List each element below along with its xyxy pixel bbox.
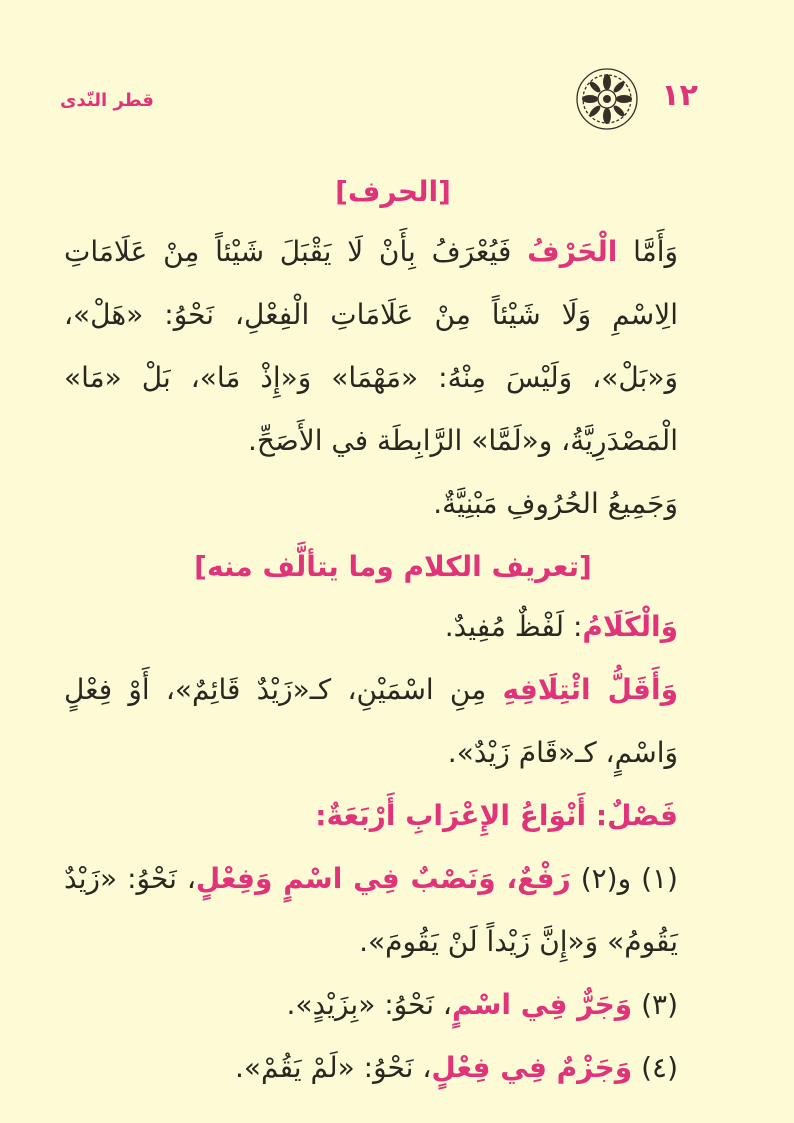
paragraph-kalam-definition (64, 595, 722, 658)
key-term-jazm: وَجَزْمٌ فِي فِعْلٍ (431, 1051, 633, 1084)
list-item-raf-nasb (64, 847, 722, 973)
list-item-jarr (64, 973, 722, 1036)
section-heading-kalam: [تعريف الكلام وما يتألَّف منه] (194, 550, 592, 583)
book-title: قطر النّدى (60, 90, 154, 111)
section-heading-harf: [الحرف] (335, 175, 451, 208)
key-term-ietilaf: وَأَقَلُّ ائْتِلَافِهِ (502, 673, 678, 706)
paragraph-harf-mabniyya: وَجَمِيعُ الحُرُوفِ مَبْنِيَّةٌ. (433, 487, 678, 520)
fasl-label: فَصْلٌ (607, 799, 678, 832)
key-term-kalam: وَالْكَلَامُ (582, 610, 678, 643)
paragraph-body: : لَفْظٌ مُفِيدٌ. (444, 610, 583, 643)
item-number: (١) و(٢) (570, 862, 678, 895)
key-term-jarr: وَجَرٌّ فِي اسْمٍ (451, 988, 633, 1021)
item-body: ، نَحْوُ: «لَمْ يَقُمْ». (234, 1051, 432, 1084)
item-number: (٣) (632, 988, 678, 1021)
key-term-harf: الْحَرْفُ (527, 235, 618, 268)
list-item-jazm (64, 1036, 722, 1099)
paragraph-fasl (64, 784, 722, 847)
item-body: ، نَحْوُ: «زَيْدٌ يَقُومُ» وَ«إِنَّ زَيْداً لَنْ يَقُومَ». (64, 862, 678, 958)
page-number: ١٢ (661, 78, 698, 113)
fasl-heading: : أَنْوَاعُ الإِعْرَابِ أَرْبَعَةٌ: (315, 799, 608, 832)
paragraph-ietilaf (64, 658, 722, 784)
item-number: (٤) (632, 1051, 678, 1084)
ornament-icon (572, 64, 642, 134)
paragraph-body: مِنِ اسْمَيْنِ، كـ«زَيْدٌ قَائِمٌ»، أَوْ فِعْلٍ وَاسْمٍ، كـ«قَامَ زَيْدٌ». (64, 673, 678, 769)
paragraph-intro: وَأَمَّا (617, 235, 679, 268)
key-term-raf-nasb: رَفْعٌ، وَنَصْبٌ فِي اسْمٍ وَفِعْلٍ (195, 862, 571, 895)
main-text (64, 160, 722, 1099)
paragraph-harf-definition (64, 220, 722, 472)
item-body: ، نَحْوُ: «بِزَيْدٍ». (286, 988, 452, 1021)
paragraph-body: فَيُعْرَفُ بِأَنْ لَا يَقْبَلَ شَيْئاً مِنْ عَلَامَاتِ الِاسْمِ وَلَا شَيْئاً مِنْ عَلَامَاتِ الْفِعْلِ، نَحْوُ: «هَلْ»، وَ«بَلْ»، وَلَيْسَ مِنْهُ: «مَهْمَا» وَ«إِذْ مَا»، بَلْ «مَا» الْمَصْدَرِيَّةُ، و«لَمَّا» الرَّابِطَة في الأَصَحِّ. (64, 235, 678, 457)
page-header (60, 72, 698, 132)
